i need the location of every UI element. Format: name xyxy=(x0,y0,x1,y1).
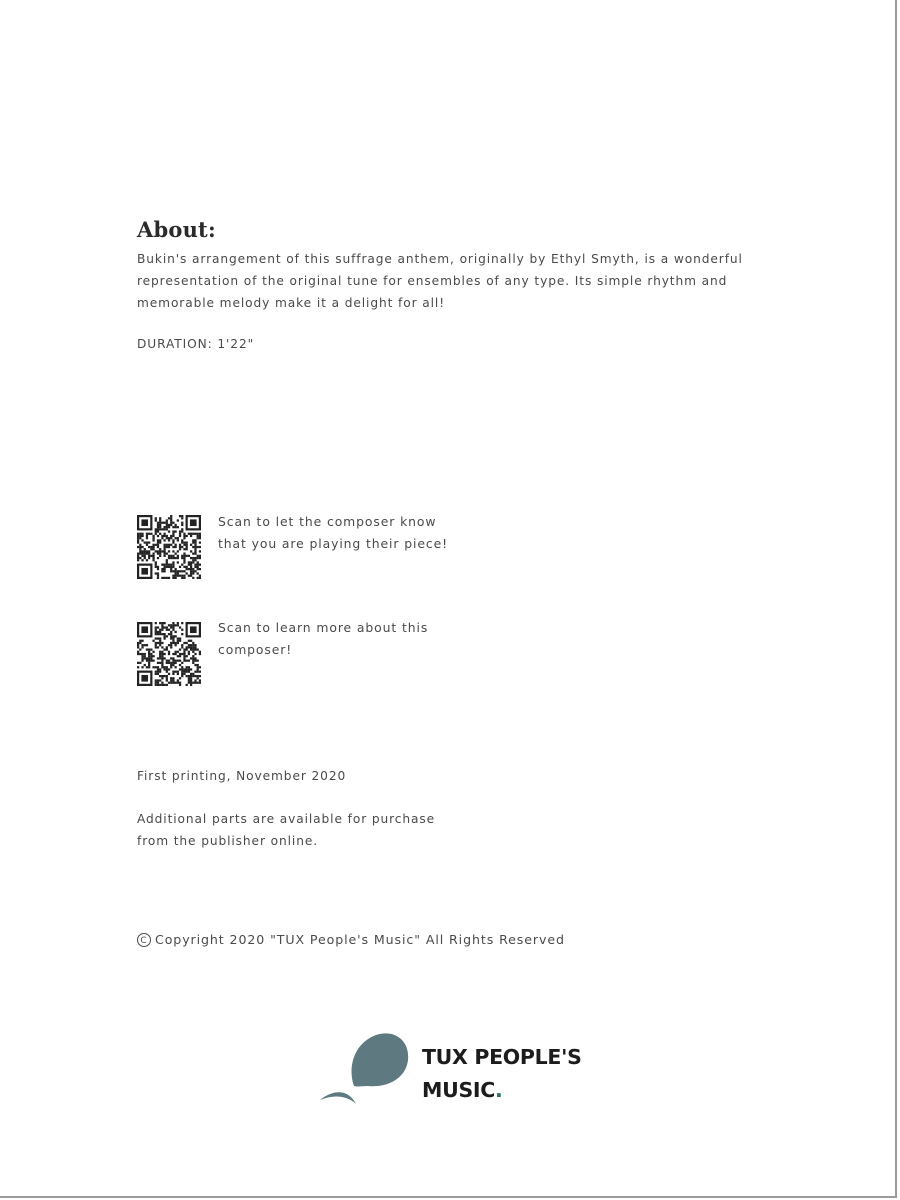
qr-caption-composer-info: Scan to learn more about this composer! xyxy=(218,620,429,657)
qr-caption-composer-feedback: Scan to let the composer know that you are playing their piece! xyxy=(218,514,448,551)
first-printing-text: First printing, November 2020 xyxy=(137,769,347,783)
speech-bubble-logo-icon xyxy=(318,1030,413,1108)
publisher-logo-line1: TUX PEOPLE'S xyxy=(422,1045,582,1069)
about-description: Bukin's arrangement of this suffrage anthem, originally by Ethyl Smyth, is a wonderful representation of the original tune for ensembles of any type. Its simple rhythm and memorable melody make it a delight for all! xyxy=(137,252,743,310)
about-heading: About: xyxy=(137,217,216,242)
publisher-logo xyxy=(318,1030,608,1110)
publisher-logo-text xyxy=(422,1041,582,1107)
copyright-text: Copyright 2020 "TUX People's Music" All Rights Reserved xyxy=(155,932,565,947)
copyright-icon: C xyxy=(137,933,151,947)
publisher-logo-dot: . xyxy=(494,1078,503,1102)
duration-text: DURATION: 1'22" xyxy=(137,337,255,351)
copyright-line xyxy=(137,932,565,947)
qr-code-composer-feedback[interactable] xyxy=(137,515,201,579)
qr-code-composer-info[interactable] xyxy=(137,622,201,686)
additional-parts-text: Additional parts are available for purchase from the publisher online. xyxy=(137,812,436,848)
publisher-logo-line2: MUSIC xyxy=(422,1078,495,1102)
